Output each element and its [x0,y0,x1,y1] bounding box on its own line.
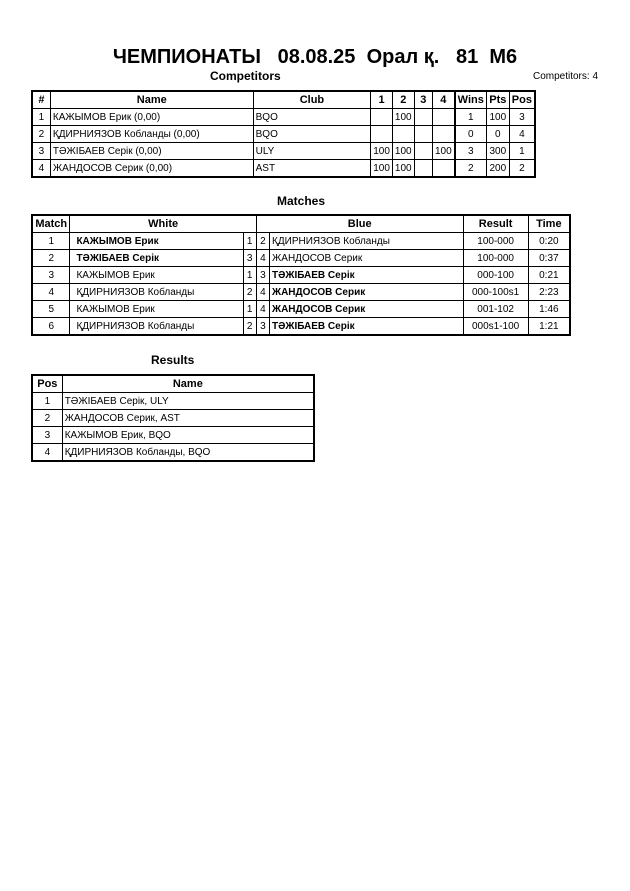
score-1 [371,109,393,126]
score-3 [414,126,432,143]
match-time: 1:21 [528,318,570,336]
score-4: 100 [432,143,454,160]
matches-section-title: Matches [277,194,326,208]
competitor-wins: 0 [455,126,487,143]
table-row [32,393,314,410]
match-result: 000s1-100 [463,318,528,336]
results-header-row [32,375,314,393]
match-num: 5 [32,301,70,318]
competitor-name: ЖАНДОСОВ Серик (0,00) [50,160,253,178]
white-competitor: ТӘЖІБАЕВ Серік [70,250,243,267]
white-number: 2 [243,318,256,336]
score-2: 100 [392,109,414,126]
match-num: 3 [32,267,70,284]
match-time: 0:20 [528,233,570,250]
competitor-club: BQO [253,126,371,143]
blue-number: 4 [256,301,269,318]
white-competitor: ҚДИРНИЯЗОВ Кобланды [70,318,243,336]
competitor-wins: 1 [455,109,487,126]
match-result: 001-102 [463,301,528,318]
match-num: 6 [32,318,70,336]
blue-competitor: ТӘЖІБАЕВ Серік [270,267,463,284]
col-header-match: Match [32,215,70,233]
competitor-club: ULY [253,143,371,160]
result-name: ЖАНДОСОВ Серик, AST [62,410,314,427]
col-header-pos: Pos [509,91,535,109]
white-competitor: ҚДИРНИЯЗОВ Кобланды [70,284,243,301]
score-2 [392,126,414,143]
blue-number: 3 [256,318,269,336]
result-name: ҚДИРНИЯЗОВ Кобланды, BQO [62,444,314,462]
title-weight: 81 [455,46,479,68]
title-category: M6 [489,46,518,68]
competitors-count-label: Competitors: [532,71,590,82]
competitor-pos: 4 [509,126,535,143]
table-row [32,318,570,336]
table-row [32,301,570,318]
match-num: 4 [32,284,70,301]
competitor-wins: 3 [455,143,487,160]
col-header-wins: Wins [455,91,487,109]
competitor-pos: 2 [509,160,535,178]
col-header-result: Result [463,215,528,233]
table-row [32,126,535,143]
competitor-pts: 0 [486,126,509,143]
white-number: 3 [243,250,256,267]
match-result: 100-000 [463,233,528,250]
results-table [31,374,315,462]
competitor-pts: 200 [486,160,509,178]
match-result: 000-100 [463,267,528,284]
white-number: 2 [243,284,256,301]
score-3 [414,109,432,126]
page-title [0,46,630,69]
col-header-pts: Pts [486,91,509,109]
table-row [32,109,535,126]
col-header-num: # [32,91,50,109]
competitors-count-value: 4 [592,71,598,82]
matches-table [31,214,571,336]
col-header-3: 3 [414,91,432,109]
table-row [32,410,314,427]
blue-number: 3 [256,267,269,284]
blue-competitor: ЖАНДОСОВ Серик [270,284,463,301]
white-competitor: КАЖЫМОВ Ерик [70,233,243,250]
competitor-pos: 1 [509,143,535,160]
match-num: 1 [32,233,70,250]
score-4 [432,109,454,126]
title-date: 08.08.25 [277,46,356,68]
table-row [32,284,570,301]
table-row [32,250,570,267]
competitor-wins: 2 [455,160,487,178]
blue-number: 4 [256,250,269,267]
competitor-name: КАЖЫМОВ Ерик (0,00) [50,109,253,126]
competitor-num: 3 [32,143,50,160]
blue-competitor: ЖАНДОСОВ Серик [270,250,463,267]
competitors-table [31,90,536,178]
white-competitor: КАЖЫМОВ Ерик [70,301,243,318]
score-1: 100 [371,143,393,160]
white-number: 1 [243,267,256,284]
match-result: 100-000 [463,250,528,267]
result-pos: 4 [32,444,62,462]
blue-competitor: ТӘЖІБАЕВ Серік [270,318,463,336]
score-1 [371,126,393,143]
blue-number: 2 [256,233,269,250]
col-header-blue: Blue [256,215,463,233]
competitors-header-row [32,91,535,109]
blue-number: 4 [256,284,269,301]
result-name: КАЖЫМОВ Ерик, BQO [62,427,314,444]
match-time: 0:21 [528,267,570,284]
table-row [32,444,314,462]
score-4 [432,126,454,143]
competitors-count [533,71,598,82]
match-num: 2 [32,250,70,267]
score-2: 100 [392,160,414,178]
competitors-section-title: Competitors [210,69,281,83]
table-row [32,143,535,160]
blue-competitor: ҚДИРНИЯЗОВ Кобланды [270,233,463,250]
white-number: 1 [243,233,256,250]
competitor-pos: 3 [509,109,535,126]
result-pos: 2 [32,410,62,427]
col-header-club: Club [253,91,371,109]
competitor-club: BQO [253,109,371,126]
score-1: 100 [371,160,393,178]
competitor-name: ТӘЖІБАЕВ Серік (0,00) [50,143,253,160]
blue-competitor: ЖАНДОСОВ Серик [270,301,463,318]
col-header-white: White [70,215,256,233]
match-time: 1:46 [528,301,570,318]
competitor-club: AST [253,160,371,178]
col-header-2: 2 [392,91,414,109]
competitor-num: 1 [32,109,50,126]
white-number: 1 [243,301,256,318]
competitor-pts: 100 [486,109,509,126]
result-pos: 3 [32,427,62,444]
col-header-time: Time [528,215,570,233]
competitor-name: ҚДИРНИЯЗОВ Кобланды (0,00) [50,126,253,143]
competitor-num: 4 [32,160,50,178]
title-championship: ЧЕМПИОНАТЫ [112,46,261,68]
results-section-title: Results [151,353,195,367]
competitor-num: 2 [32,126,50,143]
match-time: 0:37 [528,250,570,267]
col-header-result-pos: Pos [32,375,62,393]
result-pos: 1 [32,393,62,410]
white-competitor: КАЖЫМОВ Ерик [70,267,243,284]
matches-header-row [32,215,570,233]
result-name: ТӘЖІБАЕВ Серік, ULY [62,393,314,410]
score-4 [432,160,454,178]
col-header-4: 4 [432,91,454,109]
score-3 [414,143,432,160]
table-row [32,160,535,178]
table-row [32,233,570,250]
competitor-pts: 300 [486,143,509,160]
col-header-name: Name [50,91,253,109]
col-header-1: 1 [371,91,393,109]
match-time: 2:23 [528,284,570,301]
table-row [32,267,570,284]
score-2: 100 [392,143,414,160]
title-place: Орал қ. [366,46,440,68]
table-row [32,427,314,444]
score-3 [414,160,432,178]
col-header-result-name: Name [62,375,314,393]
match-result: 000-100s1 [463,284,528,301]
